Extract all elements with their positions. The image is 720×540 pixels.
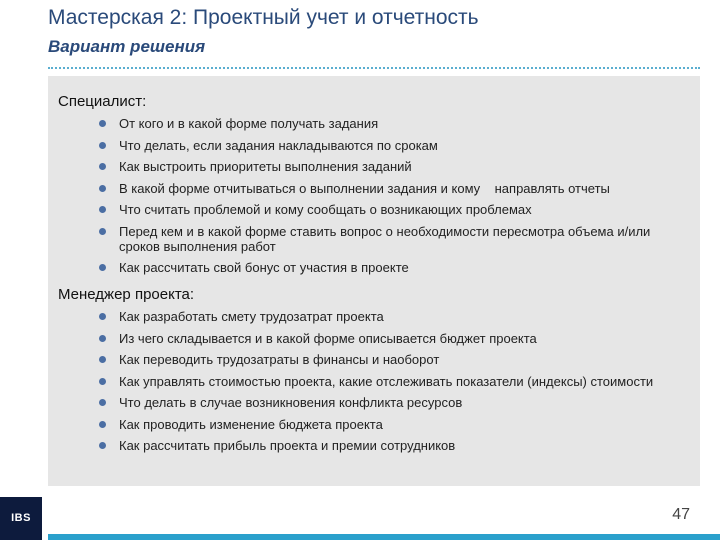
list-item-text: Как выстроить приоритеты выполнения заданий (119, 159, 412, 174)
manager-heading: Менеджер проекта: (58, 286, 195, 303)
list-item-text: Как проводить изменение бюджета проекта (119, 416, 383, 432)
list-item-text: Как управлять стоимостью проекта, какие отслеживать показатели (индексы) стоимости (119, 373, 654, 389)
list-item-text: Как переводить трудозатраты в финансы и наоборот (119, 352, 440, 367)
list-item (48, 417, 700, 432)
list-item (48, 181, 700, 196)
list-item-text: Перед кем и в какой форме ставить вопрос о необходимости пересмотра объема и/или сроков выполнения работ (119, 223, 651, 254)
list-item (48, 224, 700, 254)
list-item (48, 138, 700, 153)
bullet-icon (99, 163, 106, 170)
footer-accent-bar (48, 534, 720, 540)
ibs-logo: IBS (0, 497, 42, 540)
list-item-text: Что считать проблемой и кому сообщать о возникающих проблемах (119, 202, 532, 217)
list-item-text: От кого и в какой форме получать задания (119, 116, 379, 131)
specialist-heading: Специалист: (58, 93, 147, 110)
bullet-icon (99, 442, 106, 449)
specialist-list (48, 116, 700, 282)
bullet-icon (99, 313, 106, 320)
list-item (48, 374, 700, 389)
list-item (48, 159, 700, 174)
page-number: 47 (672, 506, 690, 523)
list-item-text: Что делать в случае возникновения конфликта ресурсов (119, 395, 463, 410)
bullet-icon (99, 142, 106, 149)
list-item (48, 116, 700, 131)
bullet-icon (99, 206, 106, 213)
bullet-icon (99, 185, 106, 192)
manager-list (48, 309, 700, 460)
list-item (48, 331, 700, 346)
list-item (48, 438, 700, 453)
bullet-icon (99, 264, 106, 271)
list-item-text: Как рассчитать свой бонус от участия в проекте (119, 260, 409, 275)
bullet-icon (99, 356, 106, 363)
bullet-icon (99, 399, 106, 406)
bullet-icon (99, 421, 106, 428)
list-item (48, 202, 700, 217)
title-divider (48, 67, 700, 69)
bullet-icon (99, 378, 106, 385)
list-item-text: Как разработать смету трудозатрат проекта (119, 309, 384, 324)
list-item (48, 260, 700, 275)
slide-subtitle: Вариант решения (48, 37, 206, 56)
list-item-text: Из чего складывается и в какой форме описывается бюджет проекта (119, 330, 537, 346)
list-item (48, 352, 700, 367)
list-item-text: Что делать, если задания накладываются по срокам (119, 137, 438, 153)
list-item (48, 395, 700, 410)
bullet-icon (99, 335, 106, 342)
list-item-text: В какой форме отчитываться о выполнении задания и кому направлять отчеты (119, 180, 610, 196)
bullet-icon (99, 120, 106, 127)
content-panel (48, 76, 700, 486)
slide-title: Мастерская 2: Проектный учет и отчетность (48, 6, 479, 29)
list-item-text: Как рассчитать прибыль проекта и премии сотрудников (119, 438, 456, 453)
bullet-icon (99, 228, 106, 235)
list-item (48, 309, 700, 324)
